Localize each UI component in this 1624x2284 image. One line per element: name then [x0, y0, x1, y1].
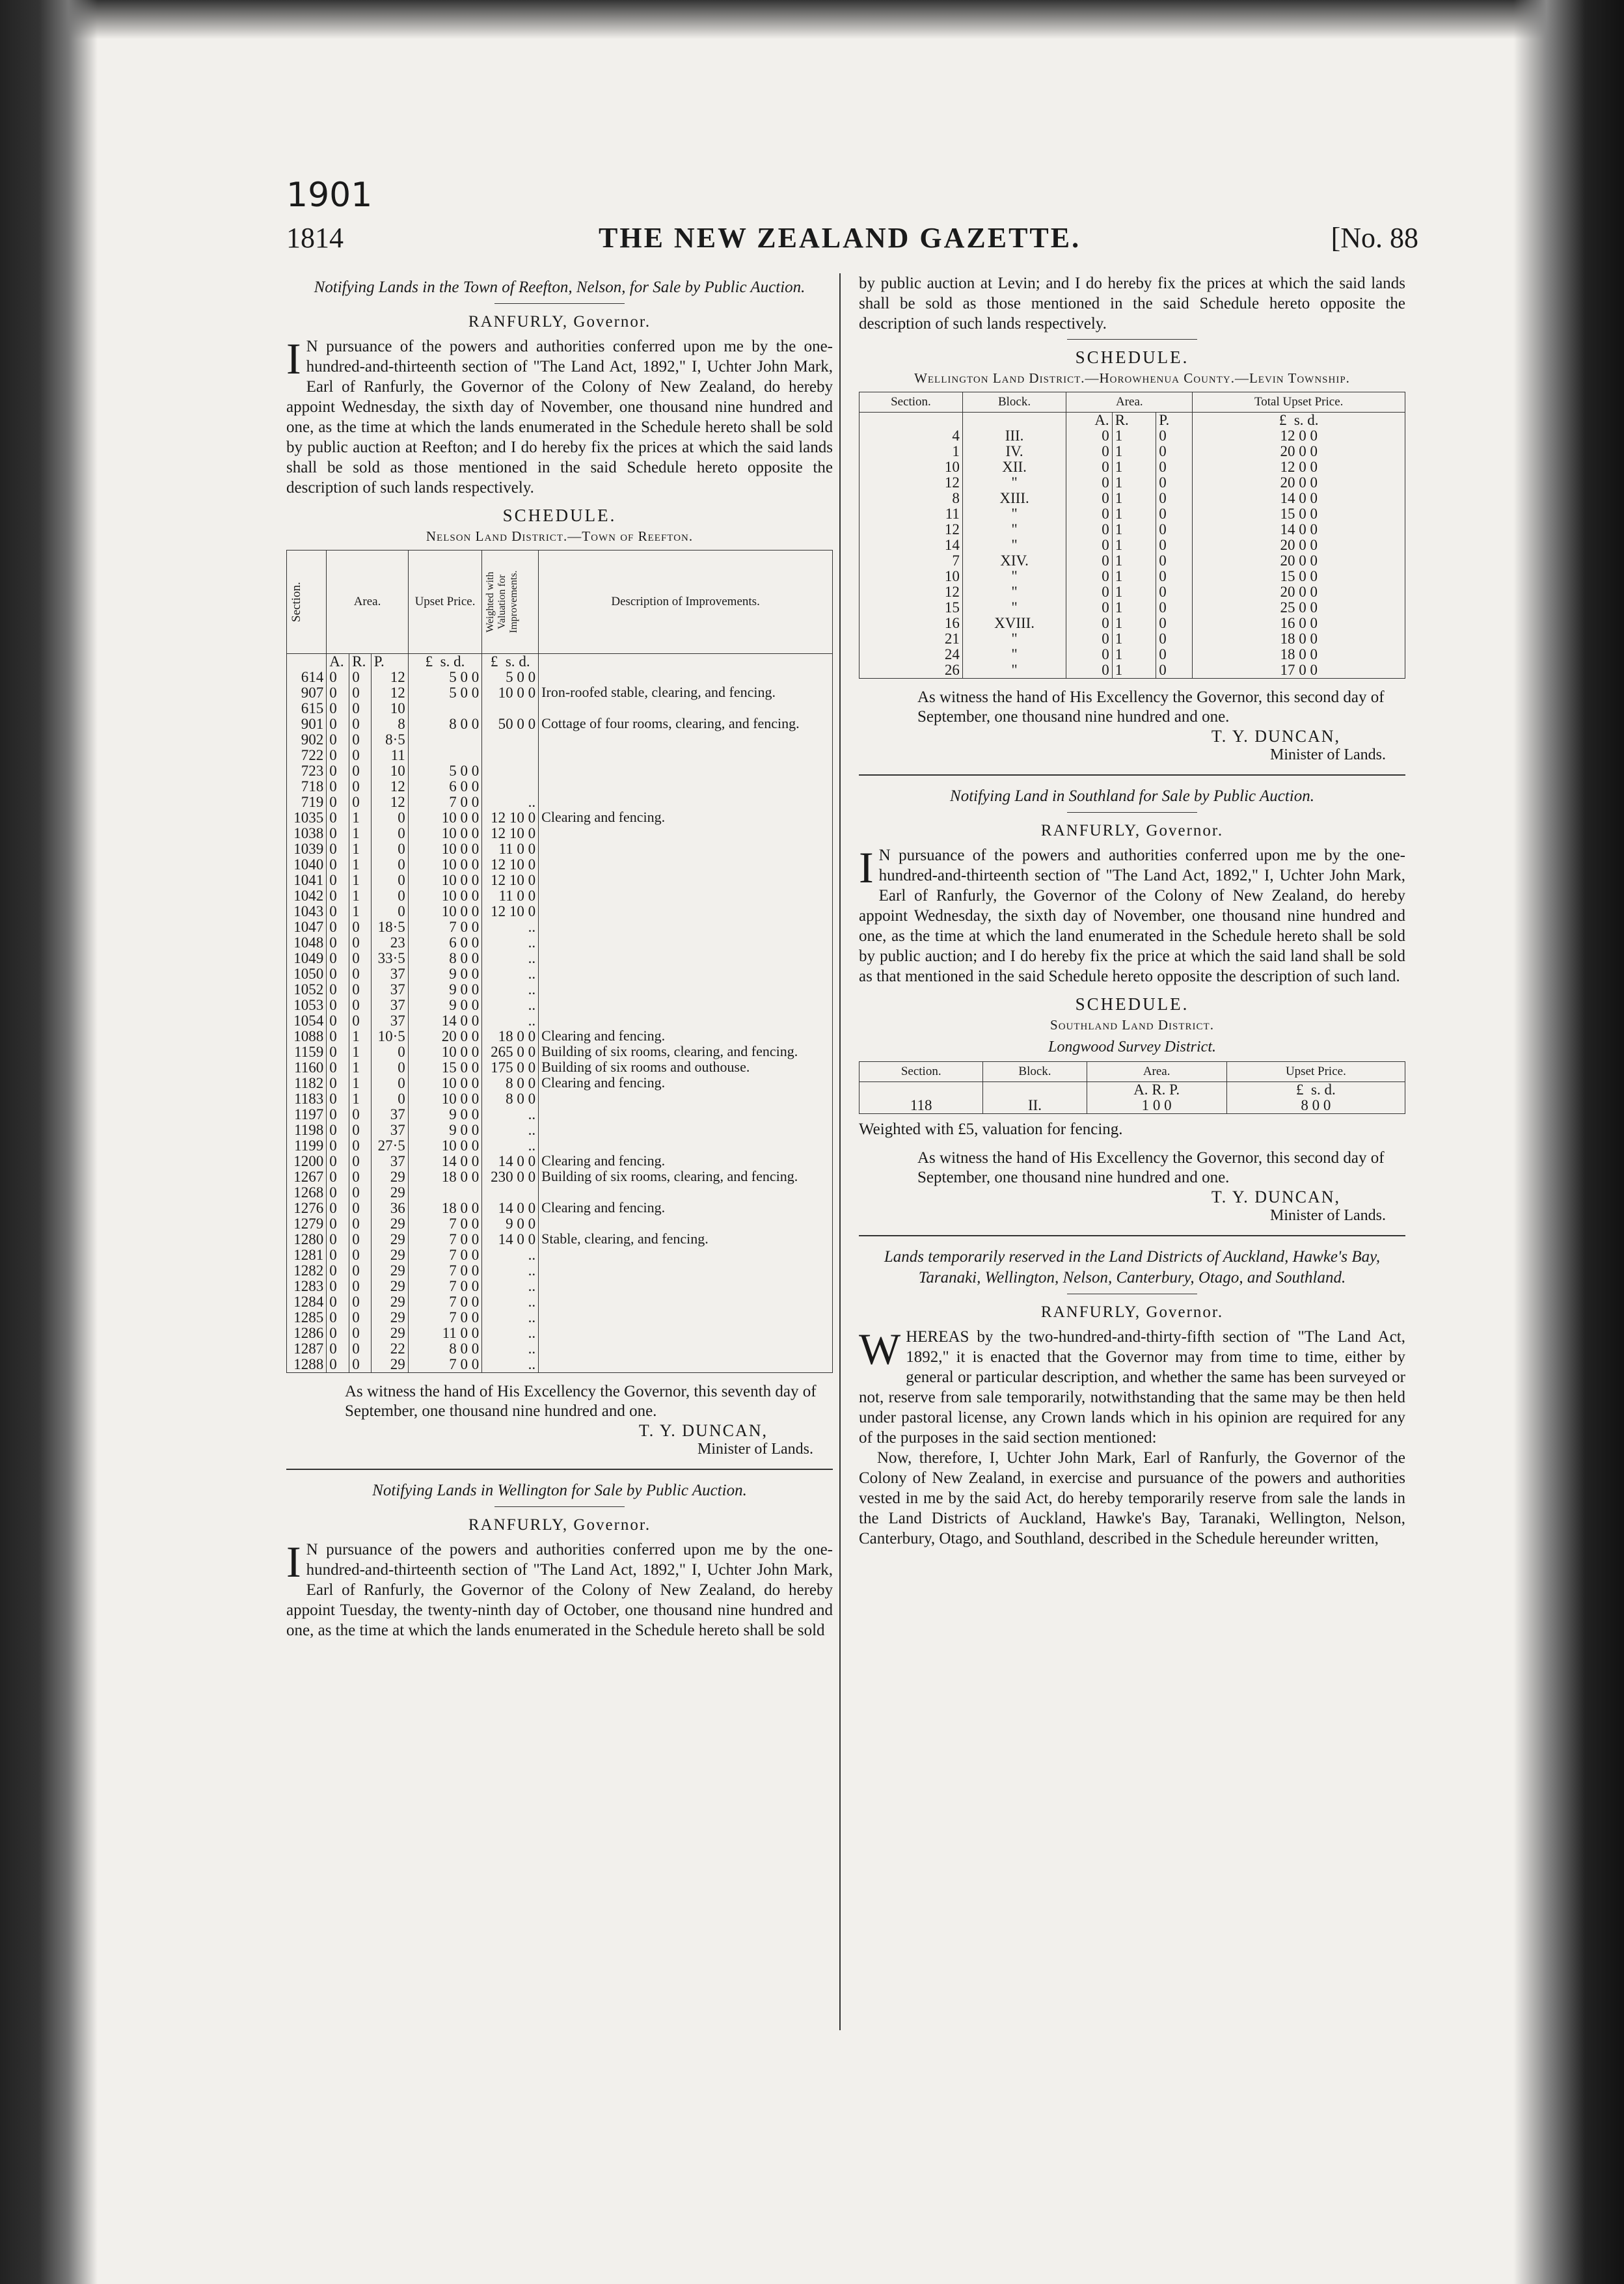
schedule-district: Nelson Land District.—Town of Reefton. [426, 528, 694, 544]
table-row: 118 II. 1 0 0 8 0 0 [859, 1098, 1405, 1114]
table-row: 1047 0 0 18·5 7 0 0 .. [287, 919, 833, 935]
units-row: A. R. P. £ s. d. [859, 1082, 1405, 1098]
table-row: 1159 0 1 0 10 0 0 265 0 0 Building of six rooms, clearing, and fencing. [287, 1044, 833, 1060]
drop-cap: I [859, 843, 874, 892]
table-row: 1050 0 0 37 9 0 0 .. [287, 966, 833, 982]
table-row: 12 " 0 1 0 20 0 0 [859, 475, 1405, 491]
signature: T. Y. DUNCAN, [638, 1421, 768, 1440]
notice-body: I N pursuance of the powers and authorities conferred upon me by the one-hundred-and-thirteenth section of "The Land Act, 1892," I, Uchter John Mark, Earl of Ranfurly, the Governor of the Colony of New Zealand, do hereby appoint Wednesday, the sixth day of November, one thousand nine hundred and one, as the time at which the lands enumerated in the Schedule hereto shall be sold by public auction at Reefton; and I do hereby fix the prices at which the said lands shall be sold as those mentioned in the said Schedule hereto opposite the description of such lands respectively. [286, 334, 833, 496]
reefton-schedule-table [286, 550, 833, 1373]
table-row: 15 " 0 1 0 25 0 0 [859, 600, 1405, 616]
table-row: 1276 0 0 36 18 0 0 14 0 0 Clearing and fencing. [287, 1201, 833, 1216]
table-row: 21 " 0 1 0 18 0 0 [859, 631, 1405, 647]
page-header [286, 221, 1418, 260]
table-row: 1284 0 0 29 7 0 0 .. [287, 1294, 833, 1310]
governor-line: RANFURLY, Governor. [468, 1516, 651, 1534]
schedule-district: Southland Land District. [1050, 1017, 1214, 1033]
notice-body: I N pursuance of the powers and authorities conferred upon me by the one-hundred-and-thirteenth section of "The Land Act, 1892," I, Uchter John Mark, Earl of Ranfurly, the Governor of the Colony of New Zealand, do hereby appoint Tuesday, the twenty-ninth day of October, one thousand nine hundred and one, as the time at which the lands enumerated in the Schedule hereto shall be sold [286, 1537, 833, 1639]
drop-cap: I [286, 1537, 301, 1586]
right-column [859, 273, 1405, 1549]
issue-number: [No. 88 [1331, 222, 1418, 254]
table-row: 1280 0 0 29 7 0 0 14 0 0 Stable, clearing, and fencing. [287, 1232, 833, 1247]
minister-title: Minister of Lands. [1270, 746, 1386, 763]
notice-body-2: Now, therefore, I, Uchter John Mark, Earl of Ranfurly, the Governor of the Colony of New Zealand, in exercise and pursuance of the powers and authorities vested in me by the said Act, do hereby temporarily reserve from sale the lands in the Land Districts of Auckland, Hawke's Bay, Taranaki, Wellington, Nelson, Canterbury, Otago, and Southland, described in the Schedule hereunder written, [859, 1449, 1405, 1547]
table-row: 1197 0 0 37 9 0 0 .. [287, 1107, 833, 1122]
divider [494, 1506, 625, 1507]
schedule-title: SCHEDULE. [502, 506, 617, 525]
section-rule [859, 774, 1405, 776]
table-row: 12 " 0 1 0 14 0 0 [859, 522, 1405, 537]
governor-line: RANFURLY, Governor. [468, 313, 651, 331]
table-row: 1182 0 1 0 10 0 0 8 0 0 Clearing and fencing. [287, 1076, 833, 1091]
table-row: 1267 0 0 29 18 0 0 230 0 0 Building of six rooms, clearing, and fencing. [287, 1169, 833, 1185]
table-row: 1199 0 0 27·5 10 0 0 .. [287, 1138, 833, 1154]
table-row: 1042 0 1 0 10 0 0 11 0 0 [287, 888, 833, 904]
col-description: Description of Improvements. [539, 551, 833, 654]
table-row: 12 " 0 1 0 20 0 0 [859, 584, 1405, 600]
notice-body: I N pursuance of the powers and authorities conferred upon me by the one-hundred-and-thirteenth section of "The Land Act, 1892," I, Uchter John Mark, Earl of Ranfurly, the Governor of the Colony of New Zealand, do hereby appoint Wednesday, the sixth day of November, one thousand nine hundred and one, as the time at which the land enumerated in the Schedule hereto shall be sold by public auction; and I do hereby fix the price at which the said land shall be sold as that mentioned in the said Schedule hereto opposite the description of such land. [859, 843, 1405, 985]
table-row: 10 " 0 1 0 15 0 0 [859, 569, 1405, 584]
table-row: 1286 0 0 29 11 0 0 .. [287, 1326, 833, 1341]
notice-heading: Notifying Lands in the Town of Reefton, Nelson, for Sale by Public Auction. [314, 279, 805, 296]
witness-text: As witness the hand of His Excellency the Governor, this second day of September, one thousand nine hundred and one. [917, 1149, 1385, 1186]
table-row: 615 0 0 10 [287, 701, 833, 716]
governor-line: RANFURLY, Governor. [1040, 822, 1224, 839]
table-row: 24 " 0 1 0 18 0 0 [859, 647, 1405, 662]
table-row: 614 0 0 12 5 0 0 5 0 0 [287, 670, 833, 685]
table-row: 1283 0 0 29 7 0 0 .. [287, 1279, 833, 1294]
col-section: Section. [859, 392, 963, 413]
table-row: 1268 0 0 29 [287, 1185, 833, 1201]
table-row: 1183 0 1 0 10 0 0 8 0 0 [287, 1091, 833, 1107]
col-section: Section. [859, 1062, 983, 1082]
notice-heading: Notifying Land in Southland for Sale by Public Auction. [950, 787, 1314, 805]
section-rule [859, 1235, 1405, 1236]
table-row: 1088 0 1 10·5 20 0 0 18 0 0 Clearing and fencing. [287, 1029, 833, 1044]
table-row: 1285 0 0 29 7 0 0 .. [287, 1310, 833, 1326]
table-row: 11 " 0 1 0 15 0 0 [859, 506, 1405, 522]
table-row: 10 XII. 0 1 0 12 0 0 [859, 459, 1405, 475]
table-row: 1281 0 0 29 7 0 0 .. [287, 1247, 833, 1263]
left-column [286, 273, 833, 1640]
table-row: 902 0 0 8·5 [287, 732, 833, 748]
scan-top-shadow [0, 0, 1624, 39]
column-divider [839, 273, 841, 2030]
table-row: 1053 0 0 37 9 0 0 .. [287, 998, 833, 1013]
table-row: 1038 0 1 0 10 0 0 12 10 0 [287, 826, 833, 841]
minister-title: Minister of Lands. [697, 1441, 813, 1458]
table-row: 7 XIV. 0 1 0 20 0 0 [859, 553, 1405, 569]
levin-schedule-table [859, 392, 1405, 679]
table-row: 907 0 0 12 5 0 0 10 0 0 Iron-roofed stable, clearing, and fencing. [287, 685, 833, 701]
col-upset: Upset Price. [1226, 1062, 1405, 1082]
witness-text: As witness the hand of His Excellency the Governor, this seventh day of September, one thousand nine hundred and one. [345, 1383, 817, 1420]
table-row: 1200 0 0 37 14 0 0 14 0 0 Clearing and fencing. [287, 1154, 833, 1169]
schedule-district: Wellington Land District.—Horowhenua County.—Levin Township. [914, 370, 1350, 386]
table-row: 1043 0 1 0 10 0 0 12 10 0 [287, 904, 833, 919]
gazette-title: THE NEW ZEALAND GAZETTE. [599, 222, 1081, 254]
handwritten-year: 1901 [286, 176, 373, 215]
table-row: 1052 0 0 37 9 0 0 .. [287, 982, 833, 998]
table-row: 719 0 0 12 7 0 0 .. [287, 795, 833, 810]
signature: T. Y. DUNCAN, [1211, 727, 1340, 746]
drop-cap: I [286, 334, 301, 383]
southland-schedule-table [859, 1061, 1405, 1114]
table-row: 16 XVIII. 0 1 0 16 0 0 [859, 616, 1405, 631]
gazette-page [273, 169, 1418, 2121]
col-section: Section. [287, 551, 327, 654]
table-row: 718 0 0 12 6 0 0 [287, 779, 833, 795]
weighted-note: Weighted with £5, valuation for fencing. [859, 1121, 1123, 1138]
table-row: 1282 0 0 29 7 0 0 .. [287, 1263, 833, 1279]
witness-text: As witness the hand of His Excellency the Governor, this second day of September, one thousand nine hundred and one. [917, 688, 1385, 726]
table-row: 1287 0 0 22 8 0 0 .. [287, 1341, 833, 1357]
units-row: A. R. P. £ s. d. £ s. d. [287, 654, 833, 670]
table-row: 1054 0 0 37 14 0 0 .. [287, 1013, 833, 1029]
table-row: 1160 0 1 0 15 0 0 175 0 0 Building of six rooms and outhouse. [287, 1060, 833, 1076]
table-row: 1288 0 0 29 7 0 0 .. [287, 1357, 833, 1373]
governor-line: RANFURLY, Governor. [1040, 1303, 1224, 1321]
col-block: Block. [983, 1062, 1087, 1082]
scan-right-shadow [1513, 0, 1624, 2284]
col-area: Area. [327, 551, 408, 654]
divider [1067, 339, 1197, 340]
table-row: 723 0 0 10 5 0 0 [287, 763, 833, 779]
table-row: 1041 0 1 0 10 0 0 12 10 0 [287, 873, 833, 888]
notice-heading: Lands temporarily reserved in the Land Districts of Auckland, Hawke's Bay, Taranaki, Wellington, Nelson, Canterbury, Otago, and Southland. [884, 1248, 1381, 1286]
table-row: 1039 0 1 0 10 0 0 11 0 0 [287, 841, 833, 857]
table-row: 901 0 0 8 8 0 0 50 0 0 Cottage of four rooms, clearing, and fencing. [287, 716, 833, 732]
col-weighted: Weighted with Valuation for Improvements. [482, 551, 539, 654]
col-area: Area. [1066, 392, 1193, 413]
table-row: 26 " 0 1 0 17 0 0 [859, 662, 1405, 679]
units-row: A. R. P. £ s. d. [859, 413, 1405, 429]
signature: T. Y. DUNCAN, [1211, 1188, 1340, 1206]
notice-body-continued: by public auction at Levin; and I do hereby fix the prices at which the said lands shall be sold as those mentioned in the said Schedule hereto opposite the description of such lands respectively. [859, 275, 1405, 333]
table-row: 8 XIII. 0 1 0 14 0 0 [859, 491, 1405, 506]
notice-body: W HEREAS by the two-hundred-and-thirty-fifth section of "The Land Act, 1892," it is enacted that the Governor may from time to time, either by general or particular description, and whether the same has been surveyed or not, reserve from sale temporarily, notwithstanding that the same may be then held under pastoral license, any Crown lands which in his opinion are required for any of the purposes in the said section mentioned: [859, 1324, 1405, 1447]
survey-district: Longwood Survey District. [1048, 1039, 1216, 1055]
table-row: 14 " 0 1 0 20 0 0 [859, 537, 1405, 553]
col-upset: Upset Price. [408, 551, 482, 654]
schedule-title: SCHEDULE. [1075, 347, 1189, 367]
table-row: 1048 0 0 23 6 0 0 .. [287, 935, 833, 951]
drop-cap: W [859, 1324, 901, 1374]
page-number: 1814 [286, 222, 344, 254]
col-total: Total Upset Price. [1193, 392, 1405, 413]
scan-left-shadow [0, 0, 98, 2284]
table-row: 1 IV. 0 1 0 20 0 0 [859, 444, 1405, 459]
minister-title: Minister of Lands. [1270, 1207, 1386, 1224]
table-row: 1049 0 0 33·5 8 0 0 .. [287, 951, 833, 966]
table-row: 722 0 0 11 [287, 748, 833, 763]
col-block: Block. [962, 392, 1066, 413]
schedule-title: SCHEDULE. [1075, 994, 1189, 1014]
table-row: 1040 0 1 0 10 0 0 12 10 0 [287, 857, 833, 873]
notice-heading: Notifying Lands in Wellington for Sale by Public Auction. [372, 1482, 747, 1499]
col-area: Area. [1087, 1062, 1226, 1082]
divider [494, 303, 625, 304]
table-row: 1279 0 0 29 7 0 0 9 0 0 [287, 1216, 833, 1232]
table-row: 4 III. 0 1 0 12 0 0 [859, 428, 1405, 444]
table-row: 1198 0 0 37 9 0 0 .. [287, 1122, 833, 1138]
divider [1067, 812, 1197, 813]
section-rule [286, 1469, 833, 1470]
table-row: 1035 0 1 0 10 0 0 12 10 0 Clearing and fencing. [287, 810, 833, 826]
